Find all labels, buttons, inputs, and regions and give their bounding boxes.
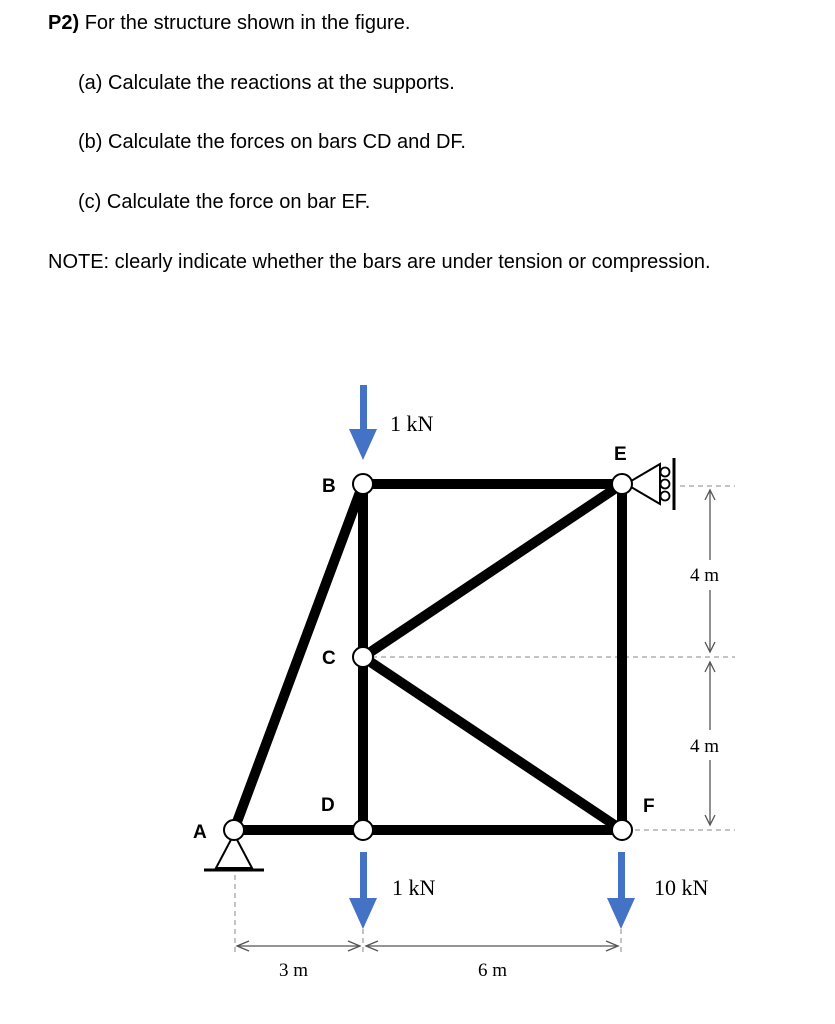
node-label-e: E — [614, 444, 627, 465]
member-cf — [363, 657, 622, 830]
node-label-c: C — [322, 648, 336, 669]
node-label-b: B — [322, 476, 336, 497]
joint-b — [353, 474, 373, 494]
problem-number: P2) — [48, 12, 80, 34]
load-arrow-f-icon — [607, 852, 635, 929]
joint-e — [612, 474, 632, 494]
dim-label-left-span: 3 m — [279, 960, 309, 981]
node-label-a: A — [193, 822, 207, 843]
member-ce — [363, 484, 622, 657]
dim-label-lower-height: 4 m — [690, 736, 720, 757]
node-label-f: F — [643, 796, 655, 817]
load-arrow-d-icon — [349, 852, 377, 929]
member-ab — [234, 484, 363, 830]
problem-intro: For the structure shown in the figure. — [84, 12, 411, 34]
horizontal-dimensions — [237, 941, 618, 951]
roller-support-icon — [626, 458, 674, 510]
load-label-b: 1 kN — [390, 411, 434, 436]
joint-a — [224, 820, 244, 840]
load-label-d: 1 kN — [392, 875, 436, 900]
question-part-b: (b) Calculate the forces on bars CD and DF. — [78, 131, 466, 153]
joint-d — [353, 820, 373, 840]
node-label-d: D — [321, 795, 335, 816]
load-label-f: 10 kN — [654, 875, 709, 900]
question-part-c: (c) Calculate the force on bar EF. — [78, 191, 371, 213]
load-arrow-b-icon — [349, 385, 377, 460]
note: NOTE: clearly indicate whether the bars are under tension or compression. — [48, 251, 711, 273]
joint-f — [612, 820, 632, 840]
question-part-a: (a) Calculate the reactions at the supports. — [78, 72, 455, 94]
dim-label-upper-height: 4 m — [690, 565, 720, 586]
joint-c — [353, 647, 373, 667]
dim-label-right-span: 6 m — [478, 960, 508, 981]
